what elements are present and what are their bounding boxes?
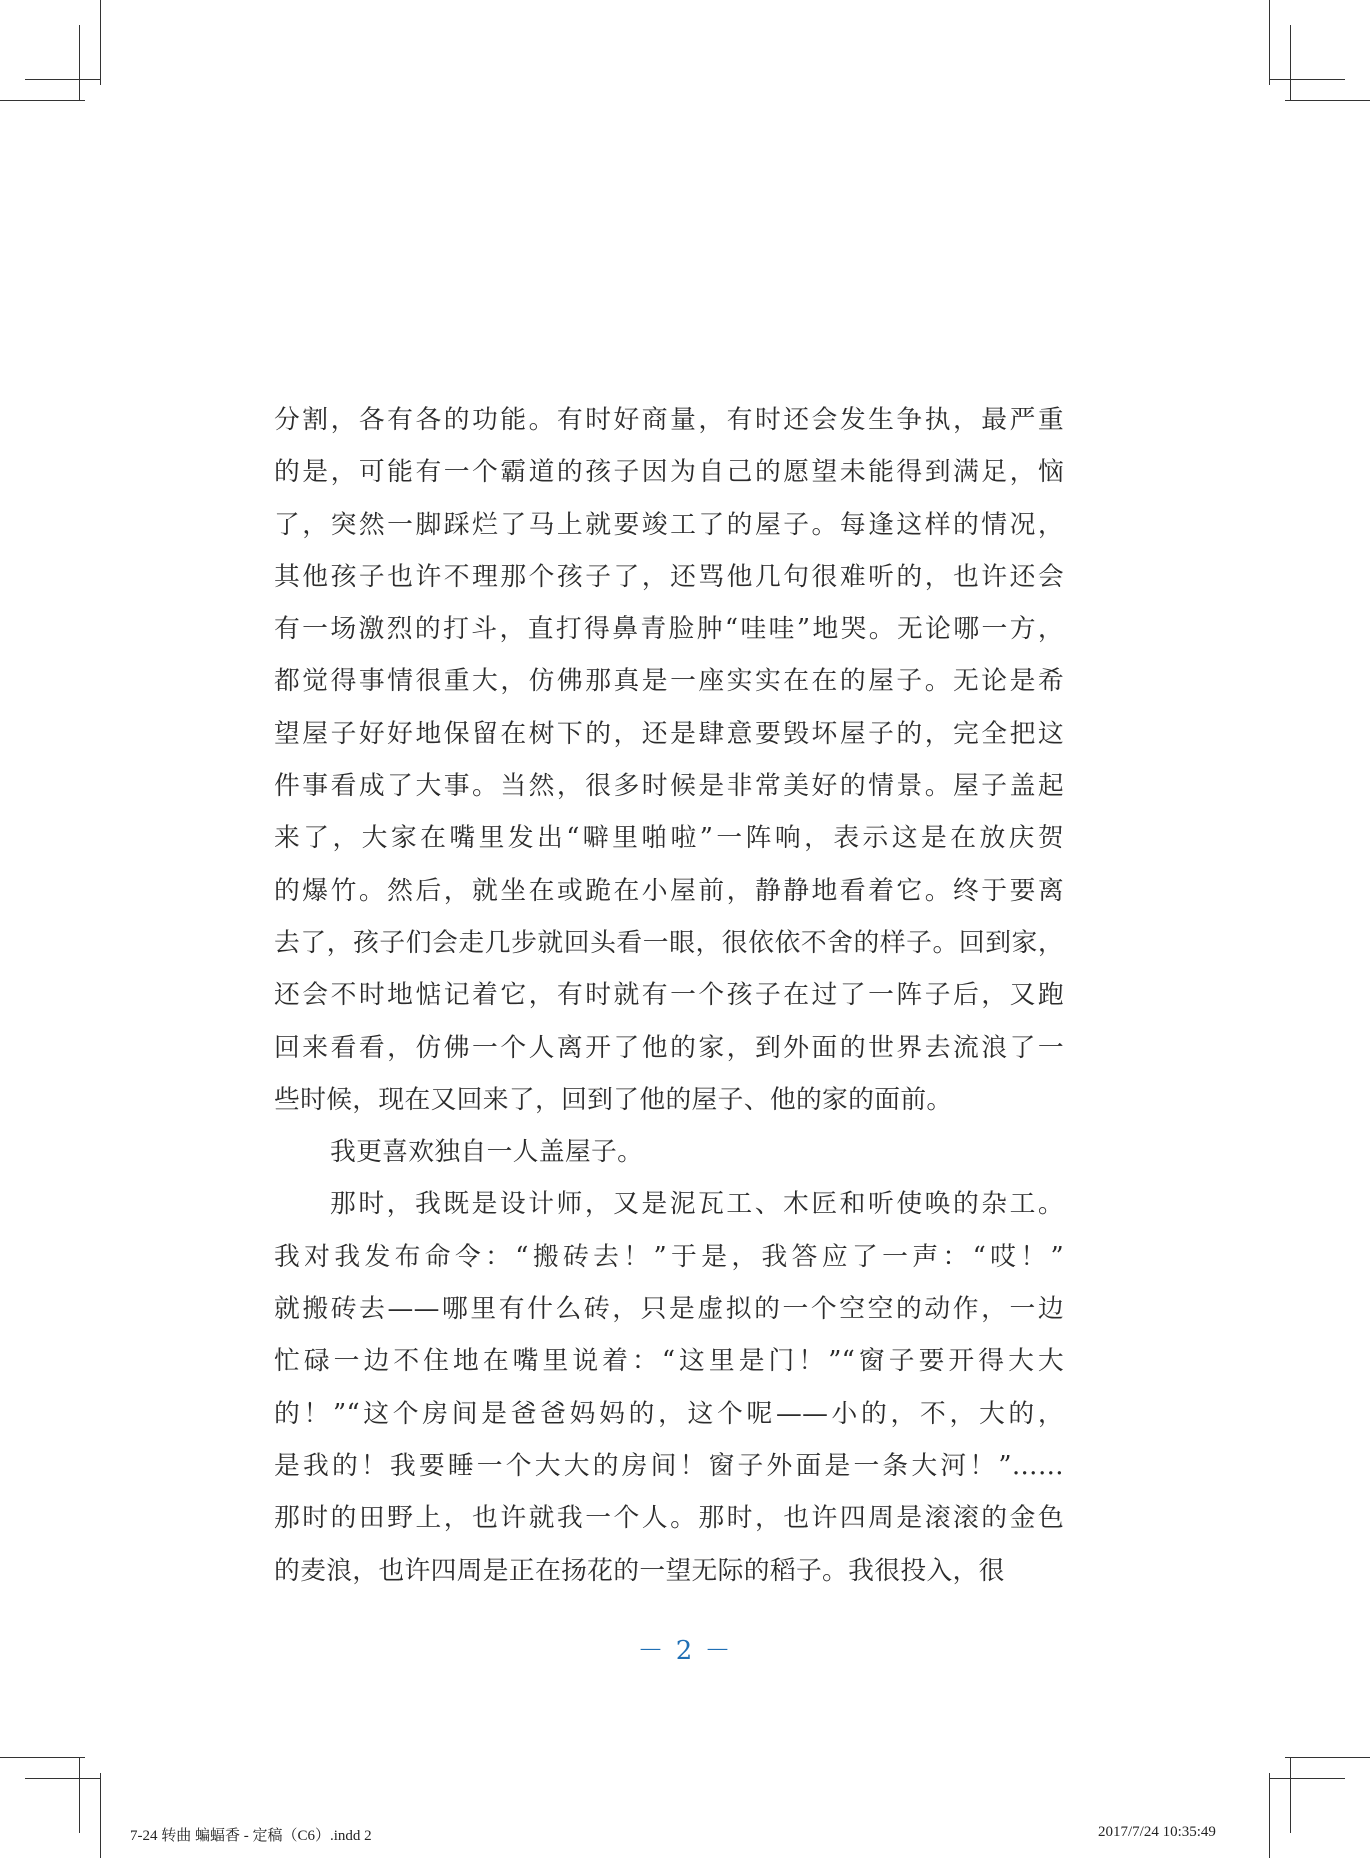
text-line: 忙碌一边不住地在嘴里说着：“这里是门！”“窗子要开得大大 bbox=[274, 1346, 1064, 1377]
text-line: 其他孩子也许不理那个孩子了，还骂他几句很难听的，也许还会 bbox=[274, 561, 1064, 592]
text-line: 望屋子好好地保留在树下的，还是肆意要毁坏屋子的，完全把这 bbox=[274, 718, 1064, 749]
crop-mark-bottom-right-inner-horizontal bbox=[1269, 1778, 1345, 1779]
crop-mark-bottom-left-inner-vertical bbox=[79, 1757, 80, 1833]
text-line: 的是，可能有一个霸道的孩子因为自己的愿望未能得到满足，恼 bbox=[274, 457, 1064, 488]
crop-mark-top-right-inner-vertical bbox=[1290, 25, 1291, 100]
text-line: 的爆竹。然后，就坐在或跪在小屋前，静静地看着它。终于要离 bbox=[274, 875, 1064, 906]
crop-mark-top-left-vertical bbox=[100, 0, 101, 85]
crop-mark-bottom-left-horizontal bbox=[0, 1757, 85, 1758]
print-slug-timestamp: 2017/7/24 10:35:49 bbox=[1098, 1824, 1216, 1840]
text-line: 我更喜欢独自一人盖屋子。 bbox=[330, 1137, 644, 1168]
crop-mark-top-right-inner-horizontal bbox=[1269, 79, 1345, 80]
crop-mark-top-left-horizontal bbox=[0, 100, 85, 101]
print-slug-filename: 7-24 转曲 蝙蝠香 - 定稿（C6）.indd 2 bbox=[130, 1828, 372, 1844]
text-line: 有一场激烈的打斗，直打得鼻青脸肿“哇哇”地哭。无论哪一方， bbox=[274, 614, 1064, 645]
text-line: 就搬砖去——哪里有什么砖，只是虚拟的一个空空的动作，一边 bbox=[274, 1294, 1064, 1325]
crop-mark-top-left-inner-vertical bbox=[79, 25, 80, 100]
crop-mark-bottom-left-inner-horizontal bbox=[25, 1778, 100, 1779]
paragraph bbox=[274, 394, 1064, 1126]
text-line: 我对我发布命令：“搬砖去！”于是，我答应了一声：“哎！” bbox=[274, 1241, 1064, 1272]
text-line: 是我的！我要睡一个大大的房间！窗子外面是一条大河！”…… bbox=[274, 1450, 1064, 1481]
crop-mark-bottom-right-horizontal bbox=[1285, 1757, 1370, 1758]
text-line: 那时，我既是设计师，又是泥瓦工、木匠和听使唤的杂工。 bbox=[330, 1189, 1064, 1220]
text-line: 来了，大家在嘴里发出“噼里啪啦”一阵响，表示这是在放庆贺 bbox=[274, 823, 1064, 854]
crop-mark-top-right-horizontal bbox=[1285, 100, 1370, 101]
text-line: 了，突然一脚踩烂了马上就要竣工了的屋子。每逢这样的情况， bbox=[274, 509, 1064, 540]
text-line: 都觉得事情很重大，仿佛那真是一座实实在在的屋子。无论是希 bbox=[274, 666, 1064, 697]
text-line: 的！”“这个房间是爸爸妈妈的，这个呢——小的，不，大的， bbox=[274, 1398, 1064, 1429]
crop-mark-bottom-left-vertical bbox=[100, 1773, 101, 1858]
body-text bbox=[274, 394, 1064, 1597]
crop-mark-bottom-right-vertical bbox=[1269, 1773, 1270, 1858]
text-line: 还会不时地惦记着它，有时就有一个孩子在过了一阵子后，又跑 bbox=[274, 980, 1064, 1011]
crop-mark-bottom-right-inner-vertical bbox=[1290, 1757, 1291, 1833]
text-line: 件事看成了大事。当然，很多时候是非常美好的情景。屋子盖起 bbox=[274, 771, 1064, 802]
paragraph bbox=[274, 1126, 1064, 1178]
text-line: 分割，各有各的功能。有时好商量，有时还会发生争执，最严重 bbox=[274, 405, 1064, 435]
crop-mark-top-left-inner-horizontal bbox=[25, 79, 100, 80]
crop-mark-top-right-vertical bbox=[1269, 0, 1270, 85]
paragraph bbox=[274, 1178, 1064, 1596]
text-line: 去了，孩子们会走几步就回头看一眼，很依依不舍的样子。回到家， bbox=[274, 927, 1064, 958]
page-number: － 2 － bbox=[637, 1636, 733, 1666]
text-line: 的麦浪，也许四周是正在扬花的一望无际的稻子。我很投入，很 bbox=[274, 1555, 1005, 1586]
text-line: 些时候，现在又回来了，回到了他的屋子、他的家的面前。 bbox=[274, 1084, 953, 1115]
text-line: 回来看看，仿佛一个人离开了他的家，到外面的世界去流浪了一 bbox=[274, 1032, 1064, 1063]
text-line: 那时的田野上，也许就我一个人。那时，也许四周是滚滚的金色 bbox=[274, 1503, 1064, 1534]
